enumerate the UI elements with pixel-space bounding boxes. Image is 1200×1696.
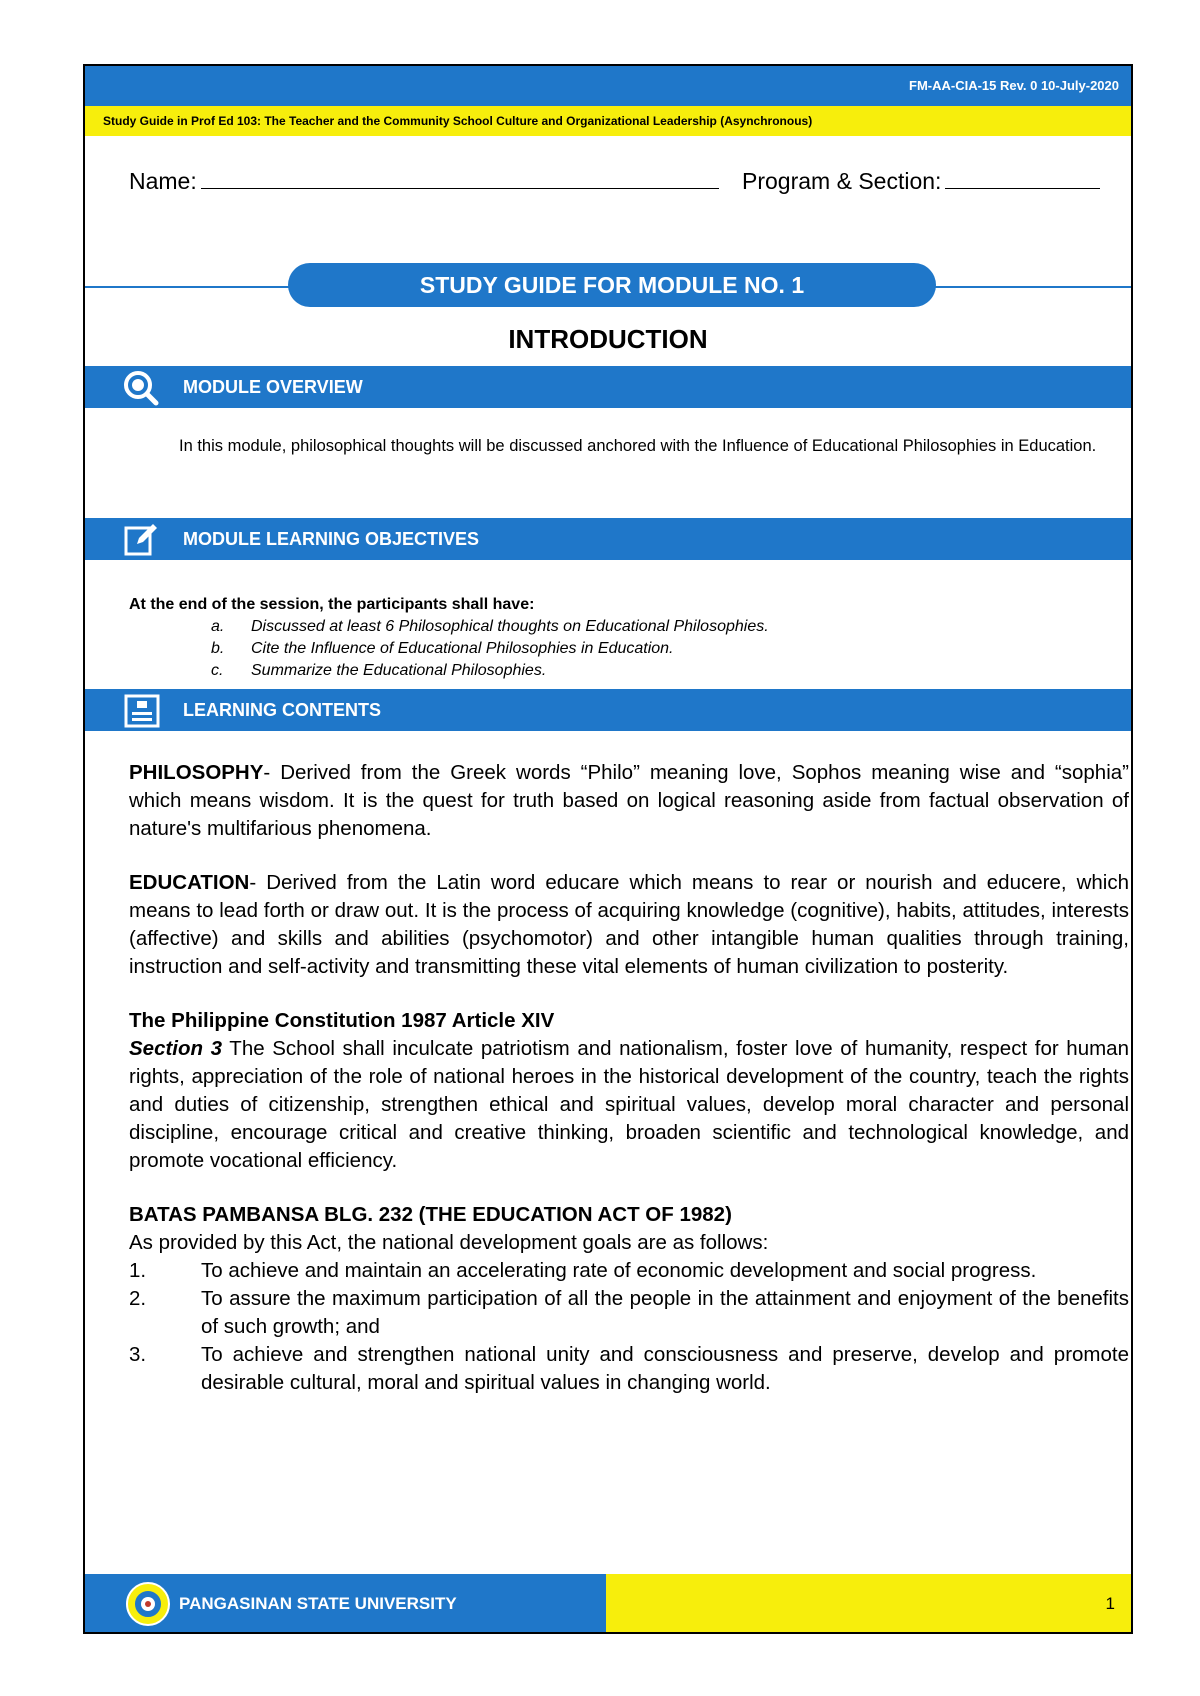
objective-letter: b.: [211, 640, 225, 657]
name-field: [129, 166, 719, 195]
education-definition: - Derived from the Latin word educare which means to rear or nourish and educere, which means to lead forth or draw out. It is the process of acquiring knowledge (cognitive), habits, attitudes, interests (affective) and skills and abilities (psychomotor) and other intangible human qualities through training, instruction and self-activity and transmitting these vital elements of human civilization to posterity.: [129, 871, 1129, 978]
module-overview-text: [129, 436, 1129, 457]
document-icon: [123, 693, 163, 734]
education-paragraph: [129, 869, 1129, 981]
page-frame: [83, 64, 1133, 1634]
constitution-title: The Philippine Constitution 1987 Article XIV: [129, 1009, 555, 1032]
university-name: PANGASINAN STATE UNIVERSITY: [179, 1594, 457, 1613]
objectives-lead: At the end of the session, the participants shall have:: [129, 596, 535, 613]
study-guide-title: Study Guide in Prof Ed 103: The Teacher and the Community School Culture and Organizational Leadership (Asynchronous): [103, 114, 813, 128]
overview-indent: [129, 437, 179, 455]
philosophy-definition: - Derived from the Greek words “Philo” meaning love, Sophos meaning wise and “sophia” which means wisdom. It is the quest for truth based on logical reasoning aside from factual observation of nature's multifarious phenomena.: [129, 761, 1129, 840]
objectives-list: [129, 596, 1129, 682]
form-code: FM-AA-CIA-15 Rev. 0 10-July-2020: [909, 78, 1119, 93]
goal-item: [129, 1341, 1129, 1397]
goal-number: 3.: [129, 1343, 147, 1366]
learning-contents-label: LEARNING CONTENTS: [183, 700, 381, 720]
objective-letter: a.: [211, 618, 225, 635]
header-blue-band: [85, 66, 1131, 106]
objective-text: Discussed at least 6 Philosophical thoughts on Educational Philosophies.: [251, 618, 769, 635]
goal-number: 2.: [129, 1287, 147, 1310]
learning-contents-header: [85, 689, 1131, 731]
program-section-label: Program & Section:: [742, 168, 942, 194]
objective-item: [129, 660, 1129, 682]
name-label: Name:: [129, 168, 197, 194]
name-blank-line[interactable]: [201, 166, 719, 189]
batas-pambansa-intro: As provided by this Act, the national development goals are as follows:: [129, 1231, 769, 1254]
objective-item: [129, 616, 1129, 638]
introduction-heading: INTRODUCTION: [508, 324, 708, 354]
goal-item: [129, 1285, 1129, 1341]
philosophy-term: PHILOSOPHY: [129, 761, 264, 784]
section3-text: The School shall inculcate patriotism and nationalism, foster love of humanity, respect for human rights, appreciation of the role of national heroes in the historical development of the country, teach the rights and duties of citizenship, strengthen ethical and spiritual values, develop moral character and personal discipline, encourage critical and creative thinking, broaden scientific and technological knowledge, and promote vocational efficiency.: [129, 1037, 1129, 1172]
philosophy-paragraph: [129, 759, 1129, 843]
goal-text: To achieve and strengthen national unity and consciousness and preserve, develop and promote desirable cultural, moral and spiritual values in changing world.: [201, 1343, 1129, 1394]
section3-label: Section 3: [129, 1037, 223, 1060]
footer-blue-band: [85, 1574, 606, 1634]
goal-text: To assure the maximum participation of all the people in the attainment and enjoyment of the benefits of such growth; and: [201, 1287, 1129, 1338]
objective-letter: c.: [211, 662, 224, 679]
module-overview-label: MODULE OVERVIEW: [183, 377, 363, 397]
learning-contents-body: [129, 759, 1129, 1397]
goal-number: 1.: [129, 1259, 147, 1282]
banner-rule-left: [85, 286, 295, 288]
objective-text: Cite the Influence of Educational Philosophies in Education.: [251, 640, 674, 657]
footer-yellow-band: [606, 1574, 1133, 1634]
objective-item: [129, 638, 1129, 660]
batas-pambansa-title: BATAS PAMBANSA BLG. 232 (THE EDUCATION ACT OF 1982): [129, 1203, 732, 1226]
header-yellow-band: [85, 106, 1131, 136]
education-term: EDUCATION: [129, 871, 250, 894]
goal-text: To achieve and maintain an accelerating rate of economic development and social progress.: [201, 1259, 1037, 1282]
program-section-field: [742, 166, 1100, 195]
section3-paragraph: [129, 1035, 1129, 1175]
magnifier-icon: [123, 370, 163, 411]
overview-paragraph: In this module, philosophical thoughts will be discussed anchored with the Influence of Educational Philosophies in Education.: [179, 437, 1097, 455]
page-number: 1: [1105, 1594, 1115, 1613]
goal-item: [129, 1257, 1129, 1285]
university-seal-icon: [125, 1581, 171, 1632]
module-overview-header: [85, 366, 1131, 408]
program-section-blank-line[interactable]: [945, 166, 1100, 189]
module-objectives-label: MODULE LEARNING OBJECTIVES: [183, 529, 480, 549]
pencil-edit-icon: [123, 522, 163, 563]
module-objectives-header: [85, 518, 1131, 560]
banner-rule-right: [930, 286, 1133, 288]
objective-text: Summarize the Educational Philosophies.: [251, 662, 547, 679]
module-banner: STUDY GUIDE FOR MODULE NO. 1: [288, 263, 936, 307]
